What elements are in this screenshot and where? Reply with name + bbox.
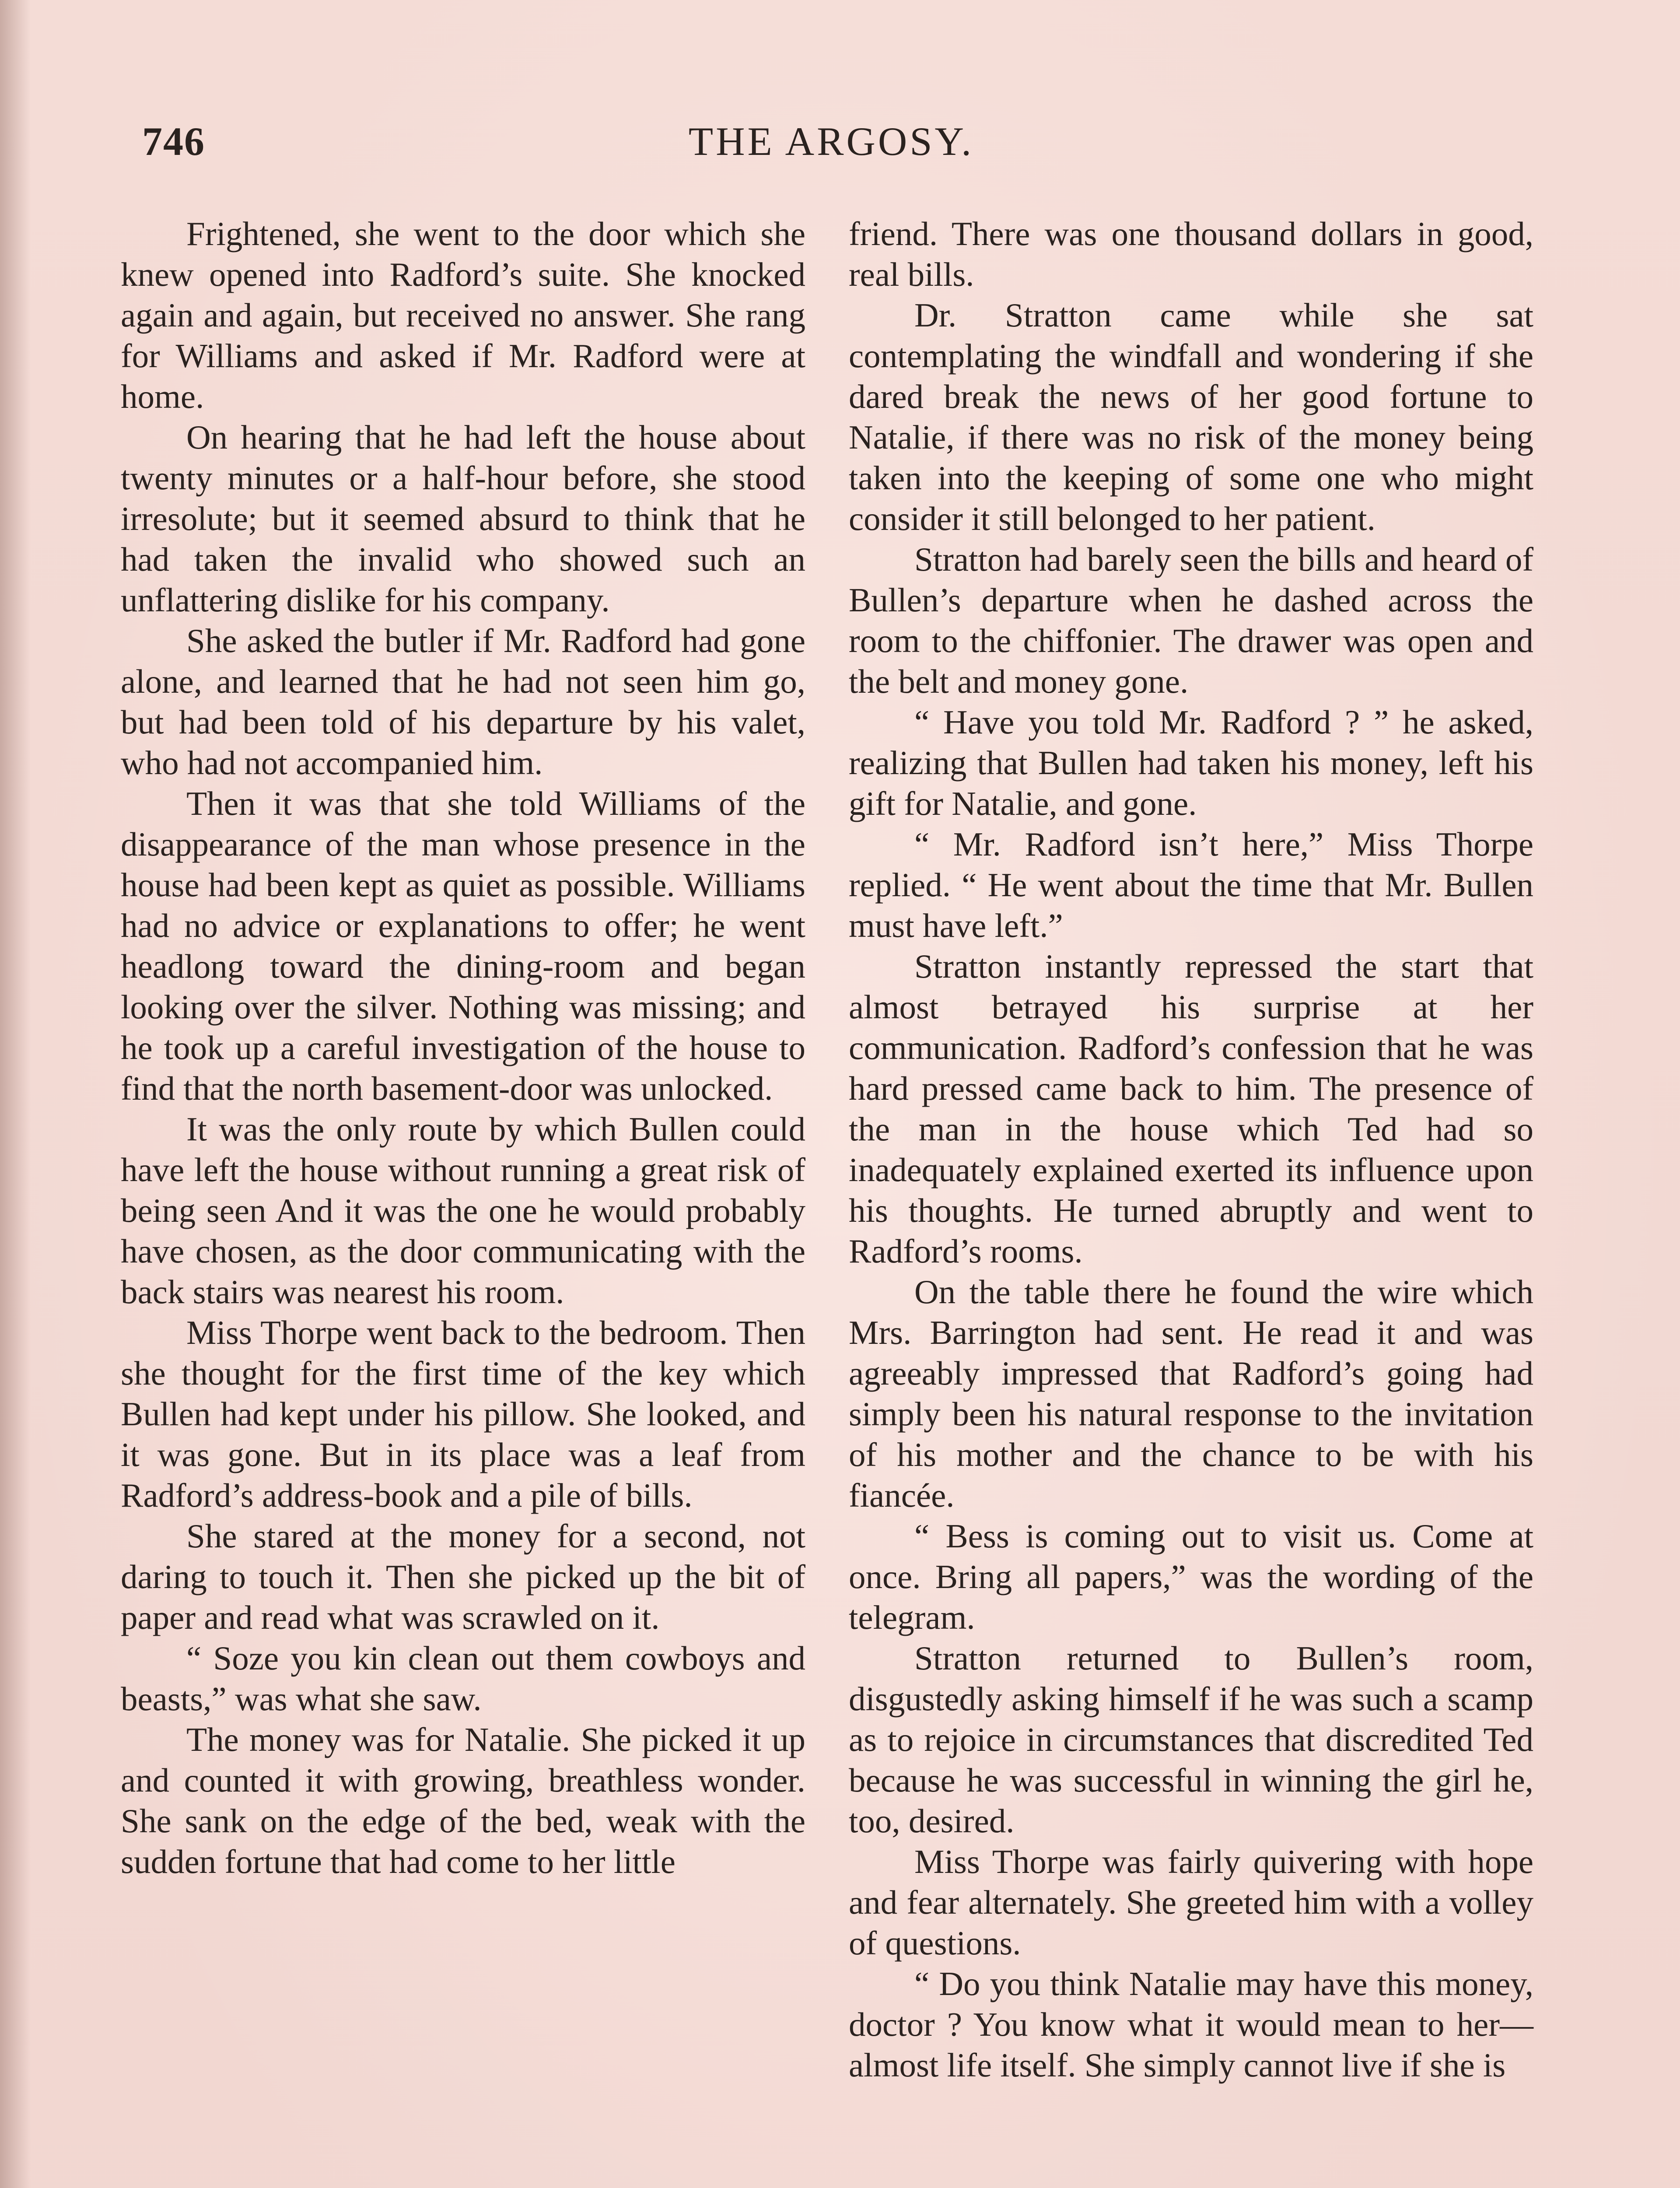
paragraph: “ Bess is coming out to visit us. Come at once. Bring all papers,” was the wording of the telegram. — [849, 1517, 1533, 1636]
paragraph: She asked the butler if Mr. Radford had gone alone, and learned that he had not seen him go, but had been told of his departure by his valet, who had not accompanied him. — [121, 622, 805, 782]
paragraph: friend. There was one thousand dollars in good, real bills. — [849, 215, 1533, 293]
paragraph: Stratton returned to Bullen’s room, disgustedly asking himself if he was such a scamp as to rejoice in circumstances that discredited Ted because he was successful in winning the girl he, too, desired. — [849, 1639, 1533, 1840]
paragraph: The money was for Natalie. She picked it up and counted it with growing, breathless wonder. She sank on the edge of the bed, weak with the sudden fortune that had come to her little — [121, 1721, 805, 1880]
paragraph: Stratton instantly repressed the start that almost betrayed his surprise at her communication. Radford’s confession that he was hard pressed came back to him. The presence of the man in the house which Ted had so inadequately explained exerted its influence upon his thoughts. He turned abruptly and went to Radford’s rooms. — [849, 947, 1533, 1270]
paragraph: She stared at the money for a second, not daring to touch it. Then she picked up the bit of paper and read what was scrawled on it. — [121, 1517, 805, 1636]
paragraph: It was the only route by which Bullen could have left the house without running a great risk of being seen And it was the one he would probably have chosen, as the door communicating with the back stairs was nearest his room. — [121, 1110, 805, 1311]
paragraph: Stratton had barely seen the bills and heard of Bullen’s departure when he dashed across the room to the chiffonier. The drawer was open and the belt and money gone. — [849, 540, 1533, 700]
paragraph: Frightened, she went to the door which she knew opened into Radford’s suite. She knocked again and again, but received no answer. She rang for Williams and asked if Mr. Radford were at home. — [121, 215, 805, 415]
paragraph: “ Have you told Mr. Radford ? ” he asked, realizing that Bullen had taken his money, left his gift for Natalie, and gone. — [849, 703, 1533, 822]
left-text-column — [121, 214, 805, 1882]
paragraph: Miss Thorpe was fairly quivering with hope and fear alternately. She greeted him with a volley of questions. — [849, 1843, 1533, 1962]
paragraph: “ Mr. Radford isn’t here,” Miss Thorpe replied. “ He went about the time that Mr. Bullen must have left.” — [849, 825, 1533, 944]
paragraph: Then it was that she told Williams of the disappearance of the man whose presence in the house had been kept as quiet as possible. Williams had no advice or explanations to offer; he went headlong toward the dining-room and began looking over the silver. Nothing was missing; and he took up a careful investigation of the house to find that the north basement-door was unlocked. — [121, 785, 805, 1107]
page-number: 746 — [142, 119, 205, 164]
paragraph: Miss Thorpe went back to the bedroom. Then she thought for the first time of the key which Bullen had kept under his pillow. She looked, and it was gone. But in its place was a leaf from Radford’s address-book and a pile of bills. — [121, 1314, 805, 1514]
paragraph: “ Do you think Natalie may have this money, doctor ? You know what it would mean to her—almost life itself. She simply cannot live if she is — [849, 1965, 1533, 2084]
paragraph: “ Soze you kin clean out them cowboys and beasts,” was what she saw. — [121, 1639, 805, 1718]
right-text-column — [849, 214, 1533, 2086]
running-title: THE ARGOSY. — [688, 119, 974, 164]
paragraph: On hearing that he had left the house about twenty minutes or a half-hour before, she stood irresolute; but it seemed absurd to think that he had taken the invalid who showed such an unflattering dislike for his company. — [121, 418, 805, 619]
paragraph: On the table there he found the wire which Mrs. Barrington had sent. He read it and was agreeably impressed that Radford’s going had simply been his natural response to the invitation of his mother and the chance to be with his fiancée. — [849, 1273, 1533, 1514]
page-edge-shadow — [0, 0, 31, 2188]
page-header — [0, 118, 1680, 184]
paragraph: Dr. Stratton came while she sat contemplating the windfall and wondering if she dared break the news of her good fortune to Natalie, if there was no risk of the money being taken into the keeping of some one who might consider it still belonged to her patient. — [849, 296, 1533, 537]
